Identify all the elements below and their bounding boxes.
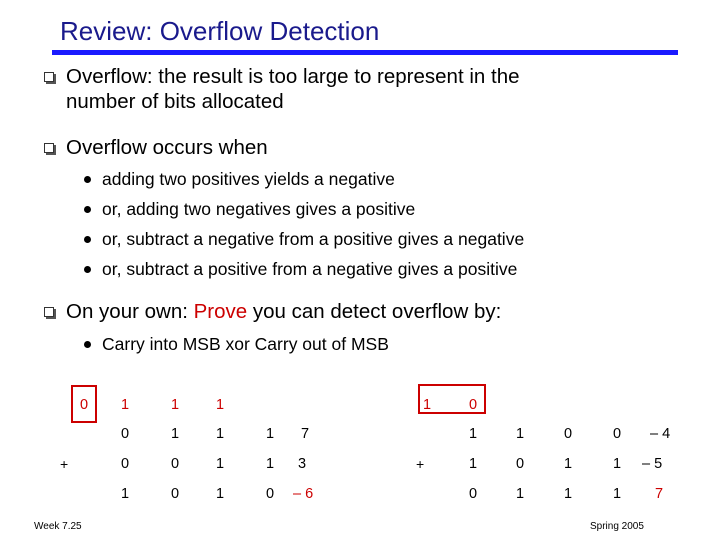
sub-bullet-2: or, adding two negatives gives a positive bbox=[102, 199, 416, 219]
checkbox-bullet-icon bbox=[44, 307, 54, 317]
sum-bit: 0 bbox=[469, 486, 478, 502]
checkbox-bullet-icon bbox=[44, 72, 54, 82]
carry-digit: 1 bbox=[216, 397, 225, 413]
operand1-decimal: 7 bbox=[301, 426, 310, 442]
operand1-bit: 1 bbox=[171, 426, 180, 442]
operand2-bit: 1 bbox=[613, 456, 622, 472]
dot-bullet-icon bbox=[84, 176, 91, 183]
operand2-bit: 1 bbox=[564, 456, 573, 472]
operand2-bit: 0 bbox=[121, 456, 130, 472]
carry-digit: 1 bbox=[171, 397, 180, 413]
detect-overflow-text: you can detect overflow by: bbox=[247, 300, 502, 323]
operand1-decimal: – 4 bbox=[650, 426, 671, 442]
sum-bit: 0 bbox=[171, 486, 180, 502]
operand2-bit: 1 bbox=[266, 456, 275, 472]
sum-bit: 1 bbox=[216, 486, 225, 502]
carry-digit: 0 bbox=[80, 397, 89, 413]
operand2-bit: 1 bbox=[216, 456, 225, 472]
sum-bit: 1 bbox=[516, 486, 525, 502]
operand1-bit: 1 bbox=[216, 426, 225, 442]
dot-bullet-icon bbox=[84, 266, 91, 273]
title-rule bbox=[52, 50, 678, 55]
operand2-bit: 1 bbox=[469, 456, 478, 472]
carry-digit: 1 bbox=[423, 397, 432, 413]
bullet-overflow-occurs: Overflow occurs when bbox=[66, 136, 268, 159]
footer-term: Spring 2005 bbox=[590, 521, 644, 532]
operand2-bit: 0 bbox=[516, 456, 525, 472]
plus-sign: + bbox=[416, 456, 425, 472]
bullet-on-your-own bbox=[66, 299, 501, 324]
bullet-overflow-line2: number of bits allocated bbox=[66, 90, 284, 113]
sub-bullet-carry: Carry into MSB xor Carry out of MSB bbox=[102, 334, 389, 354]
sum-bit: 1 bbox=[564, 486, 573, 502]
dot-bullet-icon bbox=[84, 206, 91, 213]
operand1-bit: 1 bbox=[266, 426, 275, 442]
operand2-decimal: 3 bbox=[298, 456, 307, 472]
operand1-bit: 1 bbox=[469, 426, 478, 442]
footer-week: Week 7.25 bbox=[34, 521, 82, 532]
plus-sign: + bbox=[60, 456, 69, 472]
sum-bit: 0 bbox=[266, 486, 275, 502]
dot-bullet-icon bbox=[84, 236, 91, 243]
prove-word: Prove bbox=[193, 300, 248, 323]
sub-bullet-4: or, subtract a positive from a negative gives a positive bbox=[102, 259, 518, 279]
operand1-bit: 1 bbox=[516, 426, 525, 442]
operand1-bit: 0 bbox=[121, 426, 130, 442]
dot-bullet-icon bbox=[84, 341, 91, 348]
sum-decimal: 7 bbox=[655, 486, 664, 502]
sum-bit: 1 bbox=[121, 486, 130, 502]
sum-decimal: – 6 bbox=[293, 486, 314, 502]
sub-bullet-1: adding two positives yields a negative bbox=[102, 169, 395, 189]
sub-bullet-3: or, subtract a negative from a positive gives a negative bbox=[102, 229, 525, 249]
operand2-bit: 0 bbox=[171, 456, 180, 472]
carry-digit: 1 bbox=[121, 397, 130, 413]
bullet-overflow-line1: Overflow: the result is too large to represent in the bbox=[66, 65, 520, 88]
operand2-decimal: – 5 bbox=[642, 456, 663, 472]
on-your-own-text: On your own: bbox=[66, 300, 194, 323]
checkbox-bullet-icon bbox=[44, 143, 54, 153]
sum-bit: 1 bbox=[613, 486, 622, 502]
slide-title: Review: Overflow Detection bbox=[60, 16, 380, 46]
operand1-bit: 0 bbox=[564, 426, 573, 442]
operand1-bit: 0 bbox=[613, 426, 622, 442]
carry-digit: 0 bbox=[469, 397, 478, 413]
